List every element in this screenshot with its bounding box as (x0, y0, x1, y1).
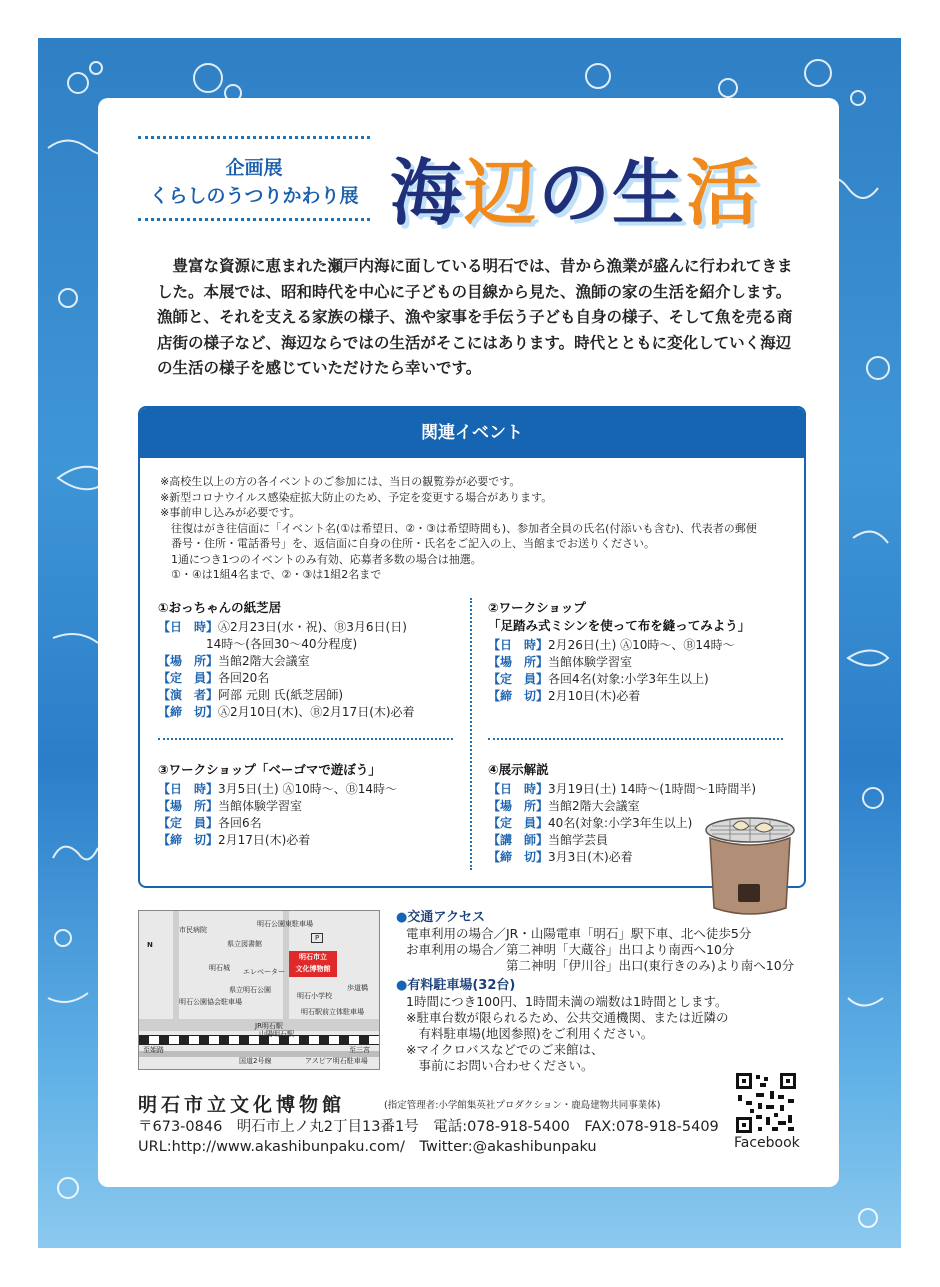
title-char-3: の (538, 151, 613, 235)
web-line[interactable]: URL:http://www.akashibunpaku.com/ Twitter:@akashibunpaku (138, 1139, 597, 1155)
museum-marker: 明石市立 文化博物館 (289, 951, 337, 977)
event-3: ③ワークショップ「ベーゴマで遊ぼう」 【日 時】3月5日(土) Ⓐ10時～、Ⓑ14時～ 【場 所】当館体験学習室 【定 員】各回6名 【締 切】2月17日(木)必着 (158, 762, 398, 847)
access-info: ●交通アクセス 電車利用の場合／JR・山陽電車「明石」駅下車、北へ徒歩5分 お車利用の場合／第二神明「大蔵谷」出口より南西へ10分 第二神明「伊川谷」出口(東行きのみ)より南へ10分 ●有料駐車場(32台) 1時間につき100円、1時間未満の端数は1時間とします。 ※駐車台数が限られるため、公共交通機関、または近隣の 有料駐車場(地図参照)をご利用ください。 ※マイクロバスなどでのご来館は、 事前にお問い合わせください。 (396, 910, 795, 1073)
contact-info (138, 1117, 719, 1157)
address-line: 〒673-0846 明石市上ノ丸2丁目13番1号 電話:078-918-5400 FAX:078-918-5409 (138, 1119, 719, 1135)
event-1: ①おっちゃんの紙芝居 【日 時】Ⓐ2月23日(水・祝)、Ⓑ3月6日(日) 14時～(各回30～40分程度) 【場 所】当館2階大会議室 【定 員】各回20名 【演 者】阿部 元則 氏(紙芝居師) 【締 切】Ⓐ2月10日(木)、Ⓑ2月17日(木)必着 (158, 600, 415, 719)
title-char-5: 活 (686, 151, 761, 235)
events-divider-vertical (470, 598, 472, 870)
title-char-2: 辺 (464, 151, 539, 235)
title-char-1: 海 (390, 151, 465, 235)
exhibition-title (390, 135, 760, 239)
operator-note: (指定管理者:小学館集英社プロダクション・鹿島建物共同事業体) (384, 1100, 661, 1111)
exhibition-series: くらしのうつりかわり展 (149, 185, 359, 207)
museum-name: 明石市立文化博物館 (138, 1094, 346, 1116)
event-2: ②ワークショップ 「足踏み式ミシンを使って布を縫ってみよう」 【日 時】2月26日(土) Ⓐ10時～、Ⓑ14時～ 【場 所】当館体験学習室 【定 員】各回4名(対象:小学3年生以上) 【締 切】2月10日(木)必着 (488, 600, 751, 703)
events-divider-left (158, 738, 453, 740)
events-notes: ※高校生以上の方の各イベントのご参加には、当日の観覧券が必要です。 ※新型コロナウイルス感染症拡大防止のため、予定を変更する場合があります。 ※事前申し込みが必要です。 往復はがき往信面に「イベント名(①は希望日、②・③は希望時間も)、参加者全員の氏名(付添いも含む)、代表者の郵便 番号・住所・電話番号」を、返信面に自身の住所・氏名をご記入の上、当館までお送りください。 1通につき1つのイベントのみ有効、応募者多数の場合は抽選。 ①・④は1組4名まで、②・③は1組2名まで (160, 475, 757, 581)
charcoal-brazier-image (700, 812, 800, 922)
facebook-qr-code-icon[interactable] (734, 1071, 798, 1135)
title-char-4: 生 (612, 151, 687, 235)
intro-paragraph: 豊富な資源に恵まれた瀬戸内海に面している明石では、昔から漁業が盛んに行われてきました。本展では、昭和時代を中心に子どもの目線から見た、漁師の家の生活を紹介します。漁師と、それを支える家族の様子、漁や家事を手伝う子ども自身の様子、そして魚を売る商店街の様子など、海辺ならではの生活がそこにはあります。時代とともに変化していく海辺の生活の様子を感じていただけたら幸いです。 (157, 257, 793, 377)
header-divider-top (138, 136, 370, 139)
facebook-label: Facebook (734, 1135, 800, 1151)
event-4: ④展示解説 【日 時】3月19日(土) 14時～(1時間～1時間半) 【場 所】当館2階大会議室 【定 員】40名(対象:小学3年生以上) 【講 師】当館学芸員 【締 切】3月3日(木)必着 (488, 762, 757, 864)
header-divider-bottom (138, 218, 370, 221)
north-indicator: N (147, 941, 153, 949)
events-divider-right (488, 738, 783, 740)
access-map: 明石市立 文化博物館 市民病院 明石公園東駐車場 P 県立図書館 明石城 エレベーター 県立明石公園 明石公園協会駐車場 明石小学校 明石駅前立体駐車場 歩道橋 JR明石駅 山陽明石駅 至姫路 至三宮 国道2号線 アスピア明石駐車場 N (138, 910, 380, 1070)
exhibition-type: 企画展 (225, 157, 283, 179)
related-events-heading: 関連イベント (140, 408, 804, 458)
